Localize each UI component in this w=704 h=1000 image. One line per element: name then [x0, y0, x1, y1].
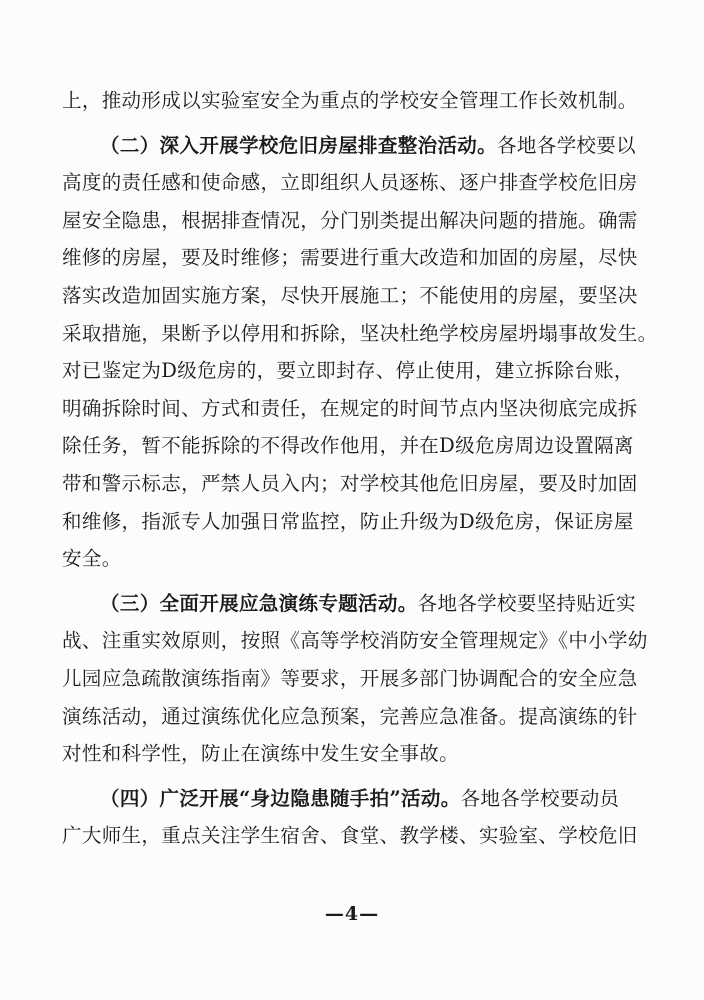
text-line: 采取措施，果断予以停用和拆除，坚决杜绝学校房屋坍塌事故发生。 — [62, 321, 658, 345]
section-heading: （四）广泛开展“身边隐患随手拍”活动。 — [100, 786, 461, 810]
page-number: —4— — [324, 903, 380, 925]
section-heading-line: （二）深入开展学校危旧房屋排查整治活动。各地各学校要以 — [100, 133, 636, 157]
text-line: 维修的房屋，要及时维修；需要进行重大改造和加固的房屋，尽快 — [62, 246, 638, 270]
text-line: 带和警示标志，严禁人员入内；对学校其他危旧房屋，要及时加固 — [62, 471, 638, 495]
section-heading-line: （四）广泛开展“身边隐患随手拍”活动。各地各学校要动员 — [100, 786, 620, 810]
text-line: 明确拆除时间、方式和责任，在规定的时间节点内坚决彻底完成拆 — [62, 396, 638, 420]
section-heading: （三）全面开展应急演练专题活动。 — [100, 591, 418, 615]
section-heading: （二）深入开展学校危旧房屋排查整治活动。 — [100, 133, 498, 157]
text-line: 除任务，暂不能拆除的不得改作他用，并在D级危房周边设置隔离 — [62, 434, 634, 458]
text-line: 战、注重实效原则，按照《高等学校消防安全管理规定》《中小学幼 — [62, 629, 648, 653]
text-line: 广大师生，重点关注学生宿舍、食堂、教学楼、实验室、学校危旧 — [62, 824, 638, 848]
text-line: 对已鉴定为D级危房的，要立即封存、停止使用，建立拆除台账， — [62, 359, 634, 383]
text-line: 演练活动，通过演练优化应急预案，完善应急准备。提高演练的针 — [62, 704, 638, 728]
body-text — [62, 82, 658, 855]
text-line: 上，推动形成以实验室安全为重点的学校安全管理工作长效机制。 — [62, 89, 638, 112]
text-line: 对性和科学性，防止在演练中发生安全事故。 — [62, 742, 460, 766]
text-line: 落实改造加固实施方案，尽快开展施工；不能使用的房屋，要坚决 — [62, 283, 638, 307]
text-line: 安全。 — [62, 547, 122, 571]
section-heading-line: （三）全面开展应急演练专题活动。各地各学校要坚持贴近实 — [100, 591, 636, 615]
text-line: 儿园应急疏散演练指南》等要求，开展多部门协调配合的安全应急 — [62, 666, 638, 690]
text-line: 和维修，指派专人加强日常监控，防止升级为D级危房，保证房屋 — [62, 509, 634, 533]
text-line: 屋安全隐患，根据排查情况，分门别类提出解决问题的措施。确需 — [62, 208, 638, 232]
text-line: 高度的责任感和使命感，立即组织人员逐栋、逐户排查学校危旧房 — [62, 171, 638, 195]
